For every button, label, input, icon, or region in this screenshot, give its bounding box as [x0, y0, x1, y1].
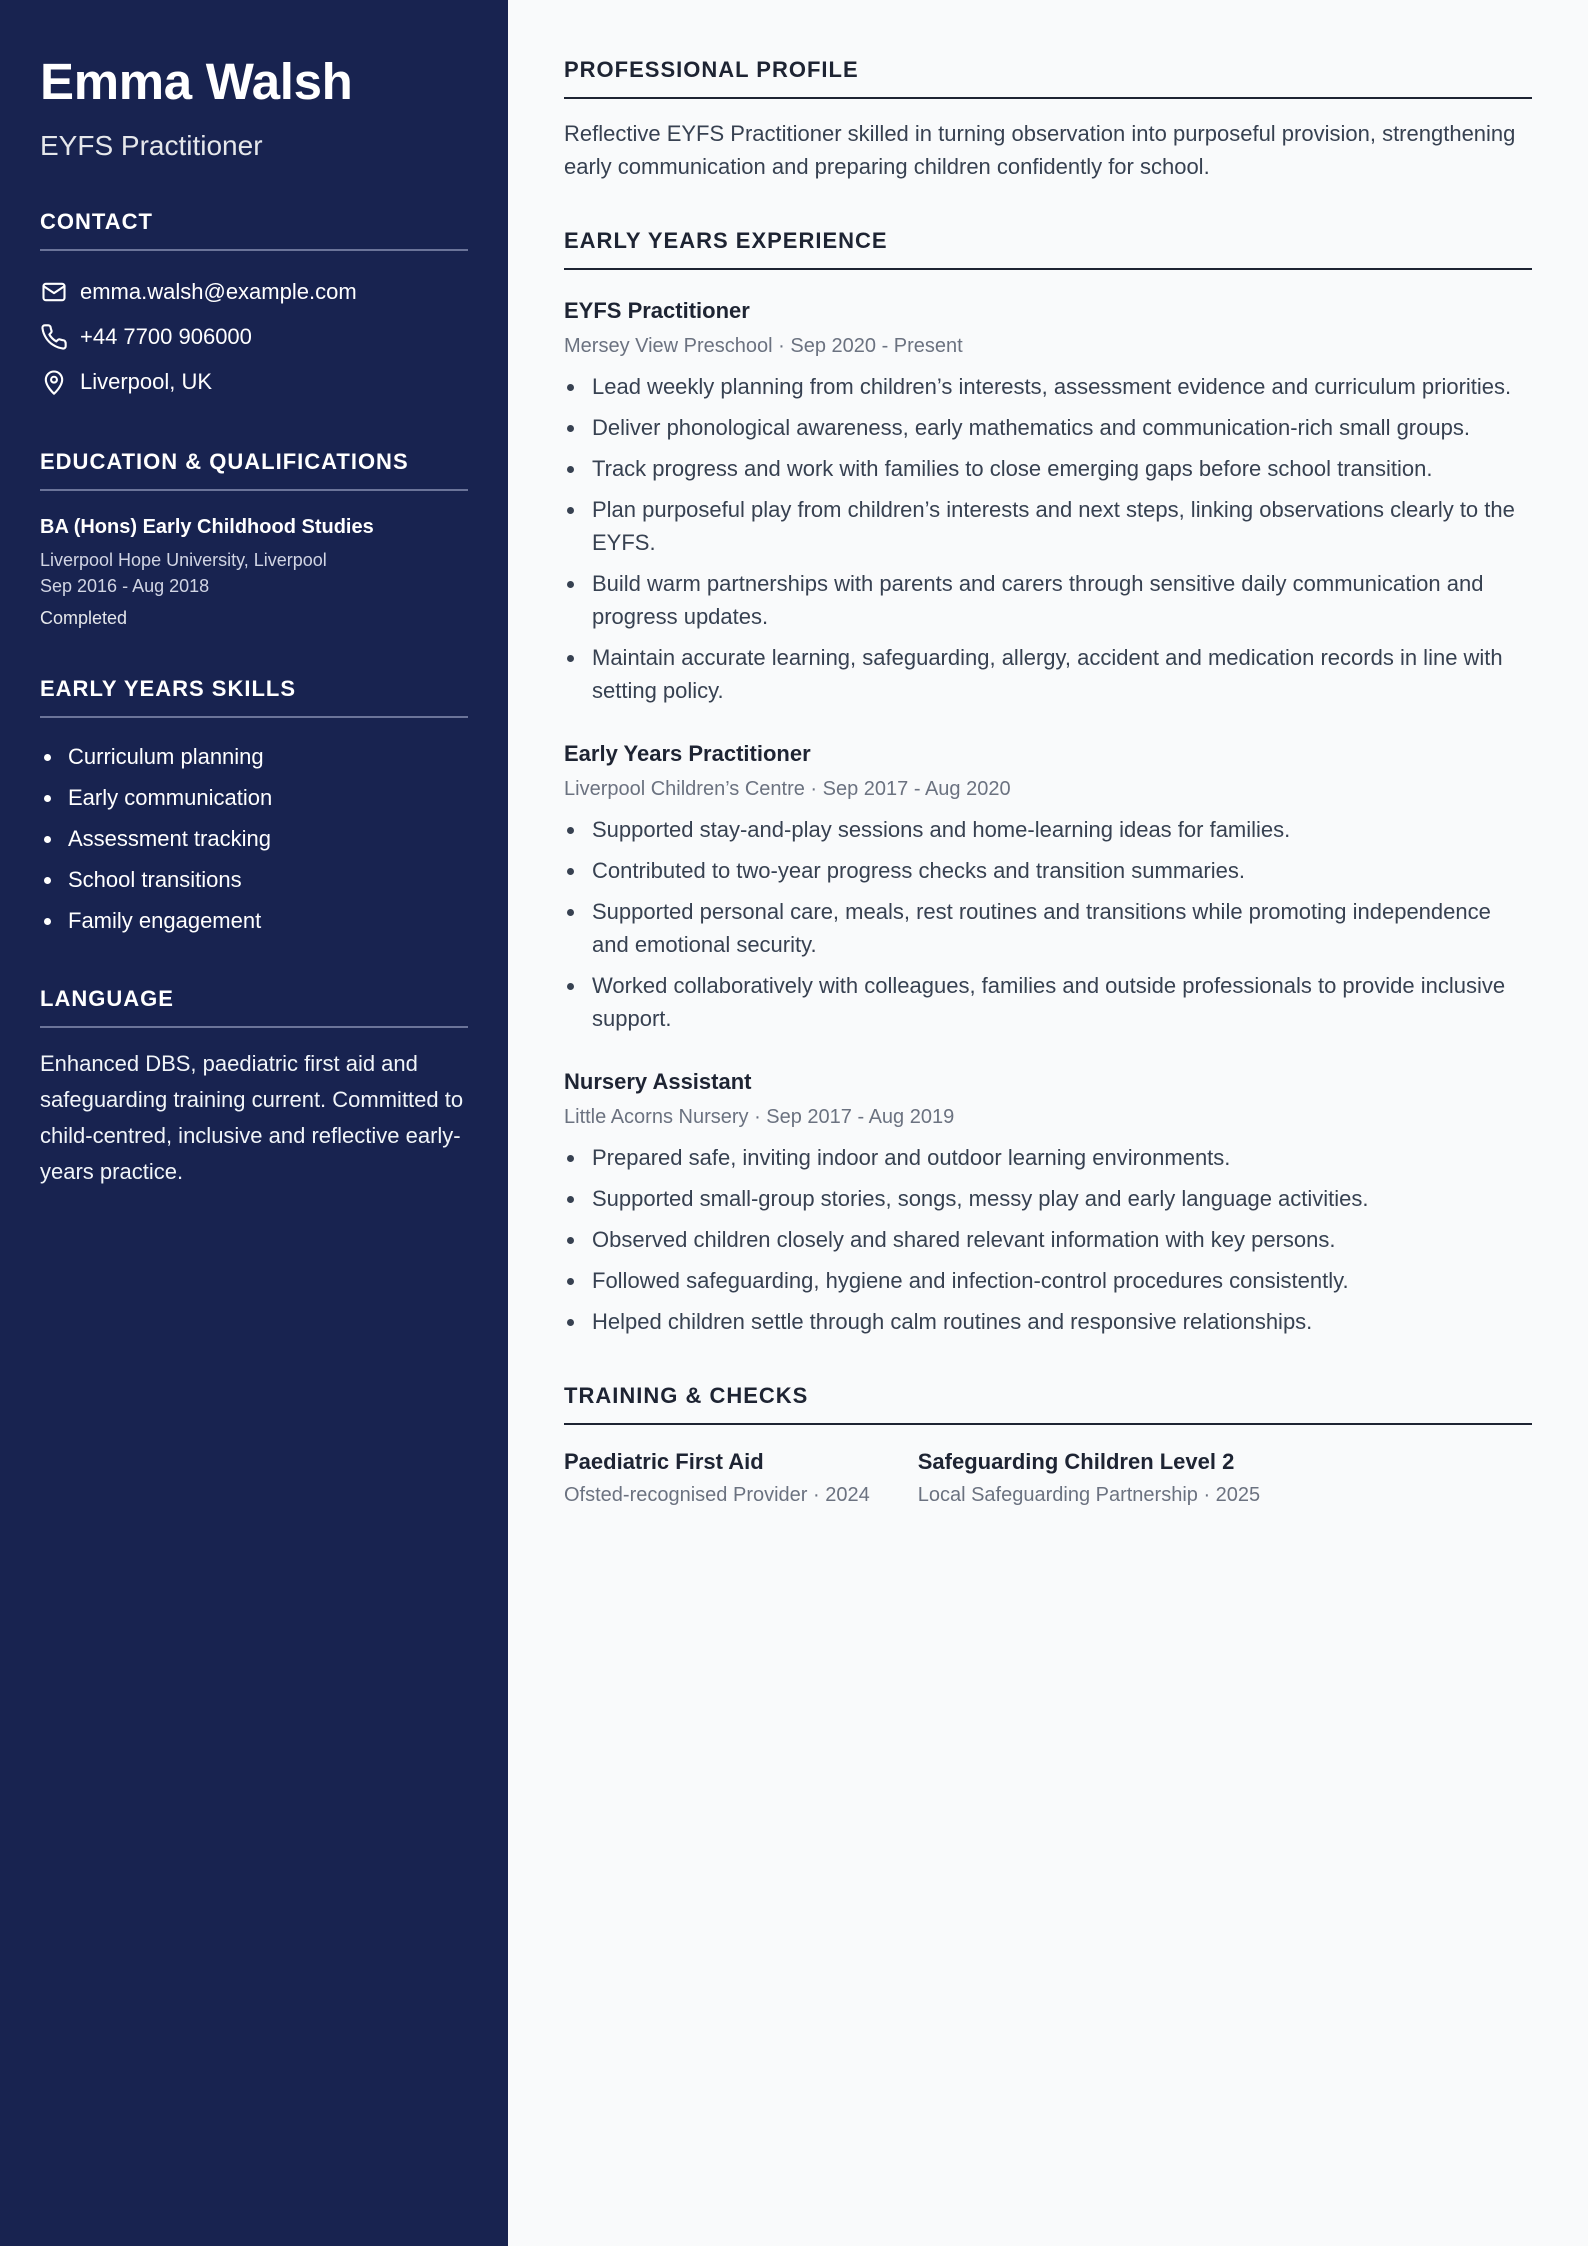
job-bullets	[564, 1141, 1532, 1338]
skill-item: Curriculum planning	[40, 736, 468, 777]
job-bullet: Deliver phonological awareness, early mathematics and communication-rich small groups.	[564, 411, 1532, 444]
map-pin-icon	[40, 368, 68, 396]
degree-title: BA (Hons) Early Childhood Studies	[40, 516, 374, 538]
job-bullet: Helped children settle through calm routines and responsive relationships.	[564, 1305, 1532, 1338]
skills-list	[40, 736, 468, 941]
skill-item: Family engagement	[40, 900, 468, 941]
profile-section	[564, 56, 1532, 183]
job-bullet: Lead weekly planning from children’s interests, assessment evidence and curriculum priorities.	[564, 370, 1532, 403]
training-heading: TRAINING & CHECKS	[564, 1382, 1532, 1425]
job-bullet: Track progress and work with families to close emerging gaps before school transition.	[564, 452, 1532, 485]
skill-item: School transitions	[40, 859, 468, 900]
skill-item: Early communication	[40, 777, 468, 818]
candidate-name: Emma Walsh	[40, 53, 353, 110]
skills-heading: EARLY YEARS SKILLS	[40, 675, 468, 718]
language-heading: LANGUAGE	[40, 985, 468, 1028]
skill-item: Assessment tracking	[40, 818, 468, 859]
contact-location	[40, 359, 468, 404]
training-meta: Ofsted-recognised Provider · 2024	[564, 1484, 870, 1506]
job-meta: Liverpool Children’s Centre · Sep 2017 - Aug 2020	[564, 778, 1011, 800]
contact-phone[interactable]	[40, 314, 468, 359]
job-bullet: Build warm partnerships with parents and carers through sensitive daily communication and progress updates.	[564, 567, 1532, 633]
phone-text: +44 7700 906000	[80, 323, 252, 349]
job-bullet: Observed children closely and shared relevant information with key persons.	[564, 1223, 1532, 1256]
job-meta: Little Acorns Nursery · Sep 2017 - Aug 2019	[564, 1106, 955, 1128]
training-item	[564, 1447, 870, 1509]
location-text: Liverpool, UK	[80, 368, 213, 394]
education-section	[40, 448, 468, 631]
training-name: Safeguarding Children Level 2	[917, 1449, 1235, 1474]
job-entry	[564, 296, 1532, 707]
job-bullets	[564, 813, 1532, 1035]
sidebar	[0, 0, 508, 2246]
phone-icon	[40, 323, 68, 351]
job-bullet: Supported small-group stories, songs, messy play and early language activities.	[564, 1182, 1532, 1215]
contact-heading: CONTACT	[40, 208, 468, 251]
degree-dates: Sep 2016 - Aug 2018	[40, 576, 210, 596]
education-heading: EDUCATION & QUALIFICATIONS	[40, 448, 468, 491]
job-bullet: Plan purposeful play from children’s interests and next steps, linking observations clearly to the EYFS.	[564, 493, 1532, 559]
main-content	[508, 0, 1588, 2246]
contact-section	[40, 208, 468, 404]
candidate-role: EYFS Practitioner	[40, 130, 263, 161]
profile-heading: PROFESSIONAL PROFILE	[564, 56, 1532, 99]
email-text: emma.walsh@example.com	[80, 278, 357, 304]
job-title: EYFS Practitioner	[564, 298, 750, 323]
job-title: Nursery Assistant	[564, 1069, 752, 1094]
job-bullet: Supported personal care, meals, rest routines and transitions while promoting independence and emotional security.	[564, 895, 1532, 961]
job-bullet: Maintain accurate learning, safeguarding, allergy, accident and medication records in line with setting policy.	[564, 641, 1532, 707]
job-entry	[564, 1067, 1532, 1338]
job-meta: Mersey View Preschool · Sep 2020 - Present	[564, 335, 963, 357]
contact-list	[40, 269, 468, 404]
training-item	[918, 1447, 1260, 1509]
job-bullet: Prepared safe, inviting indoor and outdoor learning environments.	[564, 1141, 1532, 1174]
degree-status: Completed	[40, 608, 128, 628]
job-bullet: Worked collaboratively with colleagues, families and outside professionals to provide inclusive support.	[564, 969, 1532, 1035]
experience-section	[564, 227, 1532, 1338]
training-section	[564, 1382, 1532, 1509]
skills-section	[40, 675, 468, 941]
job-bullet: Contributed to two-year progress checks and transition summaries.	[564, 854, 1532, 887]
job-bullet: Supported stay-and-play sessions and home-learning ideas for families.	[564, 813, 1532, 846]
training-meta: Local Safeguarding Partnership · 2025	[917, 1484, 1261, 1506]
job-entry	[564, 739, 1532, 1035]
degree-institution: Liverpool Hope University, Liverpool	[40, 550, 327, 570]
profile-text: Reflective EYFS Practitioner skilled in turning observation into purposeful provision, strengthening early communication and preparing children confidently for school.	[564, 121, 1516, 179]
training-grid	[564, 1447, 1532, 1509]
job-title: Early Years Practitioner	[564, 741, 811, 766]
experience-heading: EARLY YEARS EXPERIENCE	[564, 227, 1532, 270]
mail-icon	[40, 278, 68, 306]
job-bullet: Followed safeguarding, hygiene and infection-control procedures consistently.	[564, 1264, 1532, 1297]
contact-email[interactable]	[40, 269, 468, 314]
language-section	[40, 985, 468, 1190]
job-bullets	[564, 370, 1532, 707]
language-text: Enhanced DBS, paediatric first aid and safeguarding training current. Committed to child-centred, inclusive and reflective early-years practice.	[40, 1051, 464, 1184]
training-name: Paediatric First Aid	[564, 1449, 764, 1474]
